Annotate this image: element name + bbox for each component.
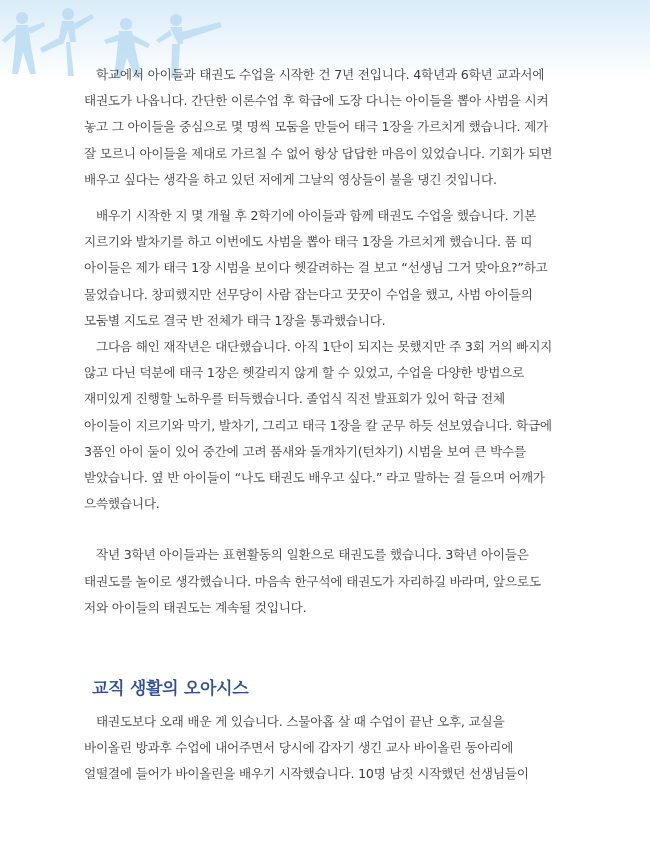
paragraph-third-grade: 작년 3학년 아이들과는 표현활동의 일환으로 태권도를 했습니다. 3학년 아이들은 태권도를 놀이로 생각했습니다. 마음속 한구석에 태권도가 자리하길 바라며, 앞으로도 저와 아이들의 태권도는 계속될 것입니다. xyxy=(84,547,541,615)
paragraph-violin: 태권도보다 오래 배운 게 있습니다. 스물아홉 살 때 수업이 끝난 오후, 교실을 바이올린 방과후 수업에 내어주면서 당시에 갑자기 생긴 교사 바이올린 동아리에 얼떨결에 들어가 바이올린을 배우기 시작했습니다. 10명 남짓 시작했던 선생님들이 xyxy=(84,714,529,782)
paragraph-intro: 학교에서 아이들과 태권도 수업을 시작한 건 7년 전입니다. 4학년과 6학년 교과서에 태권도가 나옵니다. 간단한 이론수업 후 학급에 도장 다니는 아이들을 뽑아 사범을 시켜 놓고 그 아이들을 중심으로 몇 명씩 모둠을 만들어 태극 1장을 가르치게 했습니다. 제가 잘 모르니 아이들을 제대로 가르칠 수 없어 항상 답답한 마음이 있었습니다. 기회가 되면 배우고 싶다는 생각을 하고 있던 저에게 그날의 영상들이 불을 댕긴 것입니다. xyxy=(84,67,553,187)
section-heading: 교직 생활의 오아시스 xyxy=(92,679,249,700)
paragraph-last-year: 그다음 해인 재작년은 대단했습니다. 아직 1단이 되지는 못했지만 주 3회 거의 빠지지 않고 다닌 덕분에 태극 1장은 헷갈리지 않게 할 수 있었고, 수업을 다양한 방법으로 재미있게 진행할 노하우를 터득했습니다. 졸업식 직전 발표회가 있어 학급 전체 아이들이 지르기와 막기, 발차기, 그리고 태극 1장을 칼 군무 하듯 선보였습니다. 학급에 3품인 아이 둘이 있어 중간에 고려 품새와 돌개차기(턴차기) 시범을 보여 큰 박수를 받았습니다. 옆 반 아이들이 “나도 태권도 배우고 싶다.” 라고 말하는 걸 들으며 어깨가 으쓱했습니다. xyxy=(84,339,553,512)
paragraph-second-semester: 배우기 시작한 지 몇 개월 후 2학기에 아이들과 함께 태권도 수업을 했습니다. 기본 지르기와 발차기를 하고 이번에도 사범을 뽑아 태극 1장을 가르치게 했습니다. 품 띠 아이들은 제가 태극 1장 시범을 보이다 헷갈려하는 걸 보고 “선생님 그거 맞아요?”하고 물었습니다. 창피했지만 선무당이 사람 잡는다고 꿋꿋이 수업을 했고, 사범 아이들의 모둠별 지도로 결국 반 전체가 태극 1장을 통과했습니다. xyxy=(84,208,548,328)
article-body xyxy=(84,62,570,788)
